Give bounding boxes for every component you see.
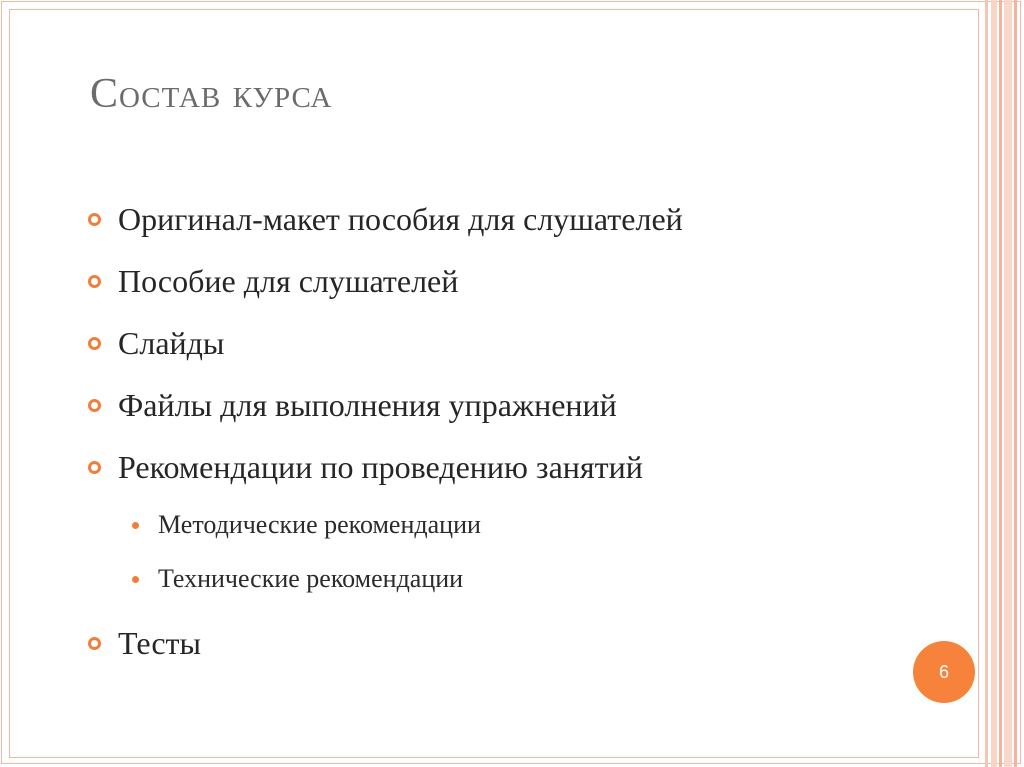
sub-list-item-text: Технические рекомендации xyxy=(158,564,464,593)
decor-stripe xyxy=(991,0,997,767)
list-item-text: Слайды xyxy=(118,325,225,361)
sub-list-item xyxy=(88,552,683,606)
dot-bullet-icon xyxy=(132,522,139,529)
decor-stripe xyxy=(1004,0,1012,767)
list-item-text: Рекомендации по проведению занятий xyxy=(118,449,643,485)
ring-bullet-icon xyxy=(88,461,101,474)
list-item xyxy=(88,612,683,674)
list-item-text: Файлы для выполнения упражнений xyxy=(118,387,617,423)
list-item xyxy=(88,188,683,250)
list-item-text: Пособие для слушателей xyxy=(118,263,459,299)
ring-bullet-icon xyxy=(88,637,101,650)
list-item xyxy=(88,374,683,436)
list-item-text: Тесты xyxy=(118,625,202,661)
page-number-badge: 6 xyxy=(913,641,975,703)
bullet-list xyxy=(88,188,683,674)
ring-bullet-icon xyxy=(88,275,101,288)
ring-bullet-icon xyxy=(88,399,101,412)
decor-stripe xyxy=(1014,0,1017,767)
list-item xyxy=(88,436,683,498)
ring-bullet-icon xyxy=(88,337,101,350)
decor-stripe xyxy=(985,0,988,767)
dot-bullet-icon xyxy=(132,576,139,583)
slide-title: Состав курса xyxy=(90,71,333,117)
list-item xyxy=(88,250,683,312)
list-item-text: Оригинал-макет пособия для слушателей xyxy=(118,201,683,237)
decor-stripe xyxy=(999,0,1002,767)
sub-list-item xyxy=(88,498,683,552)
list-item xyxy=(88,312,683,374)
sub-list-item-text: Методические рекомендации xyxy=(158,510,481,539)
ring-bullet-icon xyxy=(88,213,101,226)
